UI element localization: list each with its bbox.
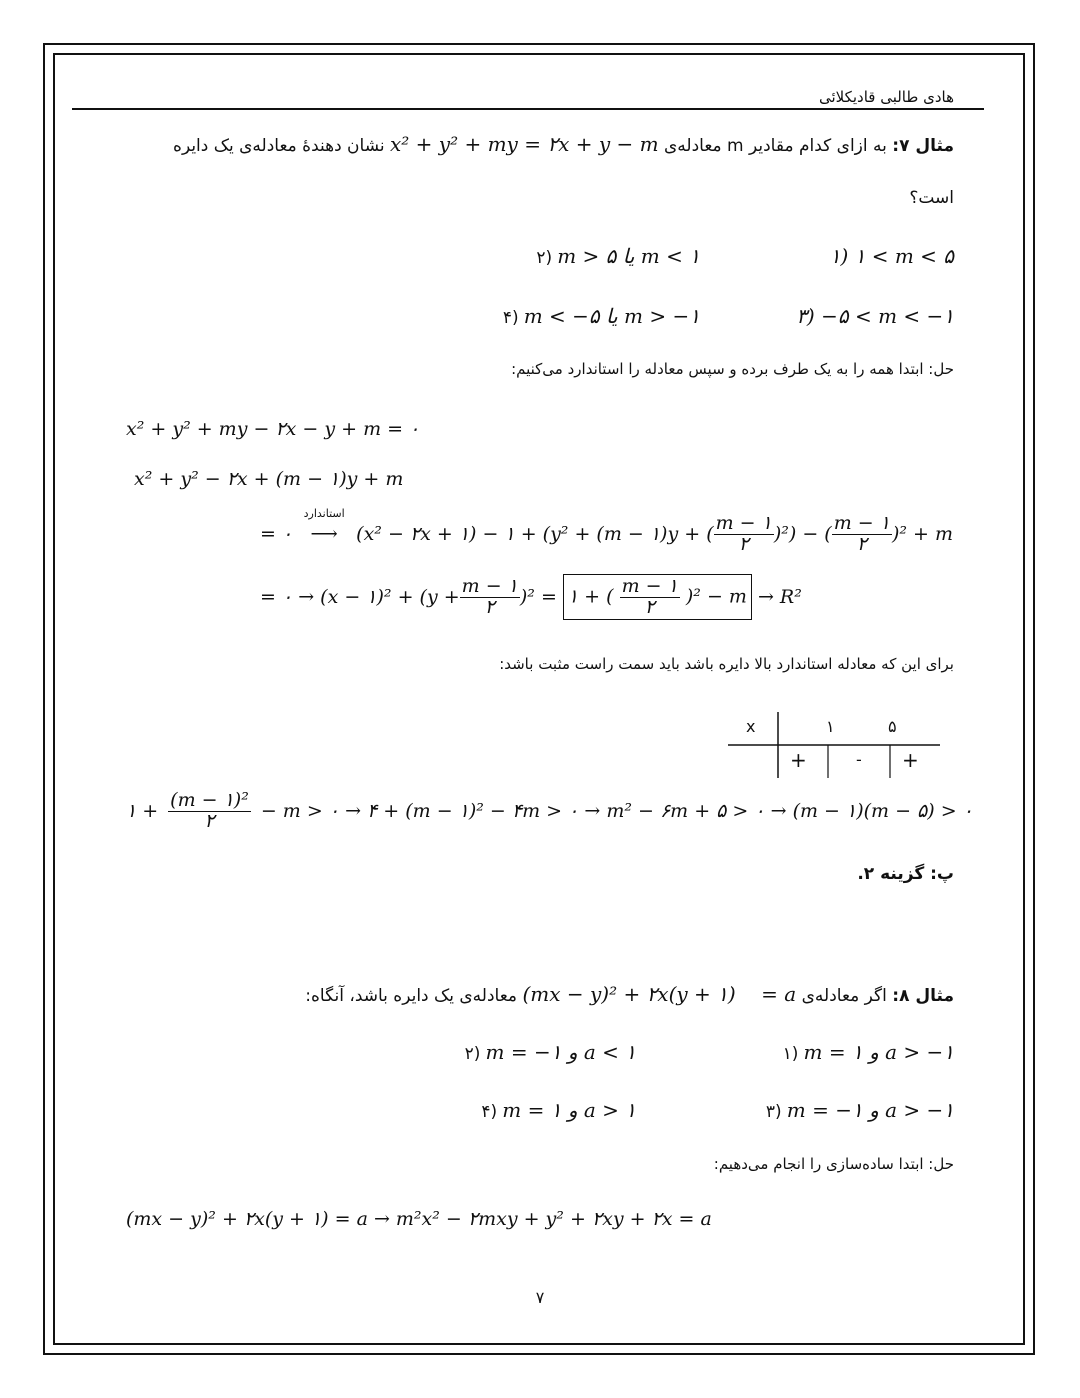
- step3-frac-1: [714, 511, 774, 555]
- example8-solution-intro: حل: ابتدا ساده‌سازی را انجام می‌دهیم:: [713, 1155, 954, 1173]
- sign-table-root-1: ۱: [826, 717, 835, 736]
- example8-question: [305, 982, 954, 1006]
- example7-option-2: [536, 244, 700, 268]
- example7-solution-intro: حل: ابتدا همه را به یک طرف برده و سپس معادله را استاندارد می‌کنیم:: [511, 360, 954, 378]
- example8-option-3: [766, 1098, 954, 1122]
- header-rule: [72, 108, 984, 110]
- frac-numerator: (m − ۱)²: [170, 788, 249, 811]
- box-part-b: )² − m: [685, 585, 747, 607]
- example7-option-3: ۳) −۵ < m < −۱: [796, 304, 954, 328]
- box-part-a: ۱ + (: [567, 585, 614, 607]
- option-number: ۱): [782, 1044, 799, 1064]
- option-math: m = ۱ و a > −۱: [803, 1040, 954, 1064]
- frac-numerator: m − ۱: [715, 511, 772, 534]
- example7-question-part2: نشان دهندۀ معادله‌ی یک دایره: [173, 136, 385, 156]
- arrow-label: استاندارد: [303, 507, 345, 520]
- example7-inequality: [126, 786, 973, 836]
- example7-step1: x² + y² + my − ۲x − y + m = ۰: [126, 418, 420, 440]
- example8-label: مثال ۸:: [892, 986, 954, 1006]
- option-math: m = ۱ و a > ۱: [502, 1098, 636, 1122]
- step3-part-b: )²) − (: [773, 523, 832, 545]
- step3-part-a: (x² − ۲x + ۱) − ۱ + (y² + (m − ۱)y + (: [356, 523, 714, 545]
- frac-denominator: ۲: [856, 532, 867, 555]
- step4-eq0: = ۰ →: [260, 586, 315, 608]
- step4-frac-1: [460, 574, 520, 618]
- example7-option-1: ۱) ۱ < m < ۵: [829, 244, 954, 268]
- option-math: m < −۵ یا m > −۱: [523, 304, 700, 328]
- example8-question-part1: اگر معادله‌ی: [801, 986, 887, 1006]
- example8-equation: (mx − y)² + ۲x(y + ۱) = a: [522, 982, 797, 1006]
- step4-part-b: )² =: [519, 586, 557, 608]
- example8-question-part2: معادله‌ی یک دایره باشد، آنگاه:: [305, 986, 518, 1006]
- sign-table-root-2: ۵: [888, 717, 897, 736]
- frac-denominator: ۲: [644, 595, 655, 618]
- example7-step2: x² + y² − ۲x + (m − ۱)y + m: [134, 468, 404, 490]
- radius-box: [563, 574, 752, 621]
- step4-part-a: (x − ۱)² + (y +: [320, 586, 460, 608]
- frac-denominator: ۲: [484, 595, 495, 618]
- inequality-lead: ۱ +: [126, 800, 159, 822]
- option-number: ۴): [502, 308, 519, 328]
- option-math: m = −۱ و a < ۱: [485, 1040, 636, 1064]
- header-author: هادی طالبی قادیکلائی: [818, 88, 954, 106]
- frac-numerator: m − ۱: [461, 574, 518, 597]
- example7-condition: برای این که معادله استاندارد بالا دایره باشد باید سمت راست مثبت باشد:: [499, 655, 954, 673]
- option-math: m > ۵ یا m < ۱: [557, 244, 700, 268]
- frac-denominator: ۲: [204, 809, 215, 832]
- frac-numerator: m − ۱: [833, 511, 890, 534]
- example8-option-1: [783, 1040, 954, 1064]
- example7-step3: [260, 507, 953, 556]
- example8-option-2: [465, 1040, 636, 1064]
- example8-step1: (mx − y)² + ۲x(y + ۱) = a → m²x² − ۲mxy + y² + ۲xy + ۲x = a: [126, 1208, 712, 1230]
- step3-eq0: = ۰: [260, 523, 293, 545]
- example7-step4: [260, 572, 802, 622]
- example7-question-end: است؟: [909, 188, 954, 208]
- frac-denominator: ۲: [738, 532, 749, 555]
- example7-option-4: [503, 304, 700, 328]
- example7-question: [114, 132, 954, 156]
- standard-arrow: استاندارد ⟶: [292, 523, 356, 545]
- frac-numerator: m − ۱: [621, 574, 678, 597]
- option-math: m = −۱ و a > −۱: [786, 1098, 954, 1122]
- sign-table: [728, 712, 940, 778]
- sign-table-sign-2: -: [856, 750, 862, 769]
- page-number: ۷: [535, 1288, 545, 1307]
- example7-answer: پ: گزینه ۲.: [857, 864, 954, 884]
- inequality-frac: [168, 788, 251, 832]
- step3-part-c: )² + m: [891, 523, 953, 545]
- box-frac: [620, 574, 680, 618]
- option-number: ۴): [481, 1102, 498, 1122]
- example7-equation: x² + y² + my = ۲x + y − m: [390, 132, 659, 156]
- step3-frac-2: [832, 511, 892, 555]
- example7-question-part1: به ازای کدام مقادیر m معادله‌ی: [663, 136, 887, 156]
- sign-table-sign-1: +: [790, 748, 807, 772]
- option-number: ۳): [765, 1102, 782, 1122]
- example7-label: مثال ۷:: [892, 136, 954, 156]
- example8-option-4: [481, 1098, 636, 1122]
- option-number: ۲): [464, 1044, 481, 1064]
- inequality-rest: − m > ۰ → ۴ + (m − ۱)² − ۴m > ۰ → m² − ۶m + ۵ > ۰ → (m − ۱)(m − ۵) > ۰: [260, 800, 973, 822]
- sign-table-sign-3: +: [902, 748, 919, 772]
- step4-tail: → R²: [757, 586, 802, 608]
- option-number: ۲): [536, 248, 553, 268]
- sign-table-x-label: x: [746, 717, 756, 736]
